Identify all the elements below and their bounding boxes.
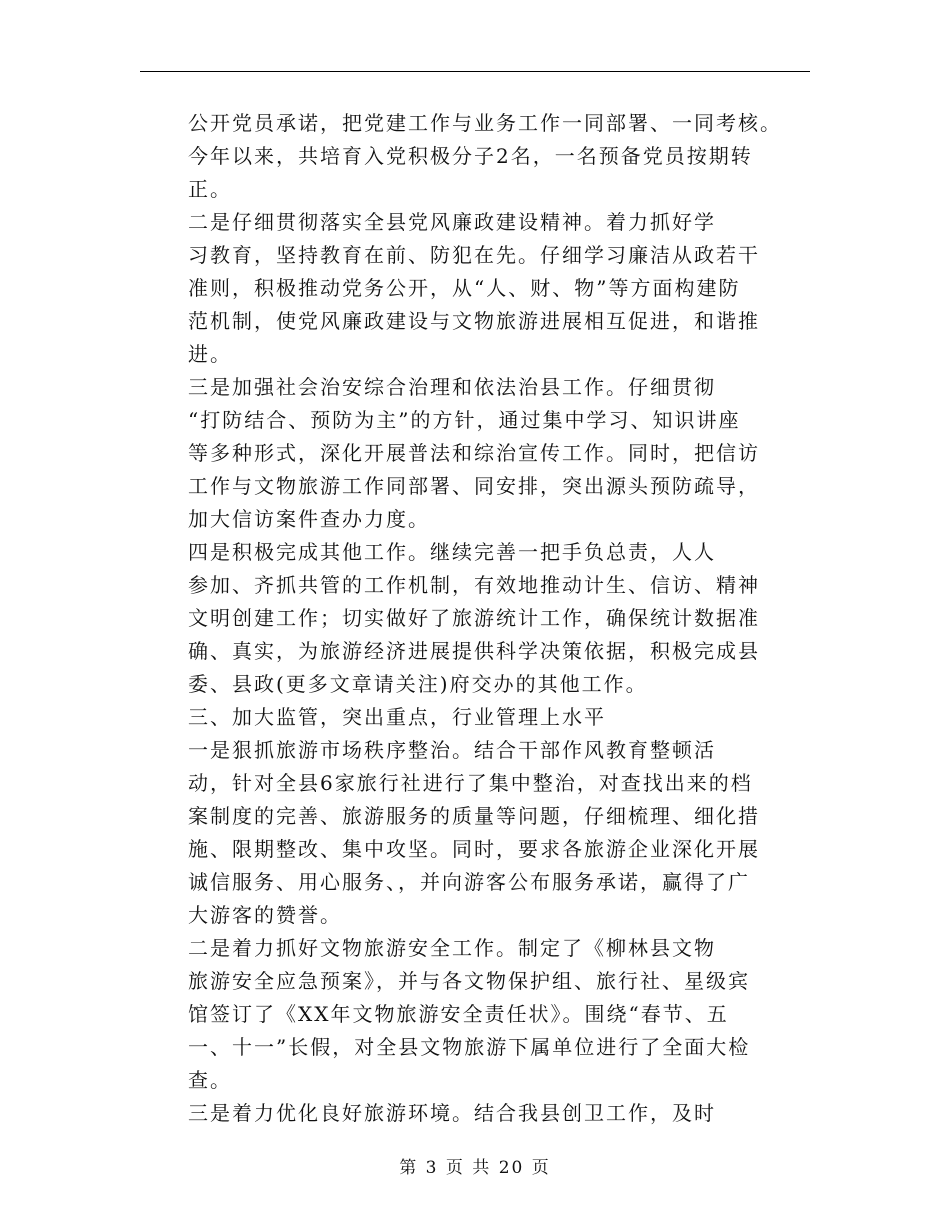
- text-line: 公开党员承诺，把党建工作与业务工作一同部署、一同考核。: [188, 111, 782, 135]
- text-line: 工作与文物旅游工作同部署、同安排，突出源头预防疏导，: [188, 474, 760, 498]
- text-line: 一、十一”长假，对全县文物旅游下属单位进行了全面大检: [188, 1035, 751, 1059]
- text-line: 四是积极完成其他工作。继续完善一把手负总责，人人: [188, 540, 716, 564]
- text-line: 三是着力优化良好旅游环境。结合我县创卫工作，及时: [188, 1101, 716, 1125]
- text-line: 正。: [188, 177, 232, 201]
- text-line: 今年以来，共培育入党积极分子2名，一名预备党员按期转: [188, 144, 753, 168]
- text-line: 委、县政(更多文章请关注)府交办的其他工作。: [188, 672, 648, 696]
- document-body: [188, 107, 788, 1130]
- text-line: 查。: [188, 1068, 232, 1092]
- text-line: 等多种形式，深化开展普法和综治宣传工作。同时，把信访: [188, 441, 760, 465]
- text-line: 案制度的完善、旅游服务的质量等问题，仔细梳理、细化措: [188, 804, 760, 828]
- text-line: 加大信访案件查办力度。: [188, 507, 430, 531]
- text-line: 确、真实，为旅游经济进展提供科学决策依据，积极完成县: [188, 639, 760, 663]
- text-line: 一是狠抓旅游市场秩序整治。结合干部作风教育整顿活: [188, 738, 716, 762]
- text-line: 旅游安全应急预案》，并与各文物保护组、旅行社、星级宾: [188, 969, 750, 993]
- text-line: 习教育，坚持教育在前、防犯在先。仔细学习廉洁从政若干: [188, 243, 760, 267]
- page-number-footer: 第 3 页 共 20 页: [399, 1158, 551, 1178]
- text-line: 三是加强社会治安综合治理和依法治县工作。仔细贯彻: [188, 375, 716, 399]
- text-line: 进。: [188, 342, 232, 366]
- text-line: 二是着力抓好文物旅游安全工作。制定了《柳林县文物: [188, 936, 716, 960]
- header-rule: [140, 71, 810, 72]
- text-line: 诚信服务、用心服务、，并向游客公布服务承诺，赢得了广: [188, 870, 750, 894]
- text-line: 准则，积极推动党务公开，从“人、财、物”等方面构建防: [188, 276, 741, 300]
- section-heading: 三、加大监管，突出重点，行业管理上水平: [188, 705, 606, 729]
- text-line: 范机制，使党风廉政建设与文物旅游进展相互促进，和谐推: [188, 309, 760, 333]
- text-line: 馆签订了《XX年文物旅游安全责任状》。围绕“春节、五: [188, 1002, 729, 1026]
- text-line: 施、限期整改、集中攻坚。同时，要求各旅游企业深化开展: [188, 837, 760, 861]
- text-line: 大游客的赞誉。: [188, 903, 342, 927]
- text-line: 二是仔细贯彻落实全县党风廉政建设精神。着力抓好学: [188, 210, 716, 234]
- text-line: 参加、齐抓共管的工作机制，有效地推动计生、信访、精神: [188, 573, 760, 597]
- text-line: “打防结合、预防为主”的方针，通过集中学习、知识讲座: [188, 408, 741, 432]
- text-line: 文明创建工作；切实做好了旅游统计工作，确保统计数据准: [188, 606, 760, 630]
- text-line: 动，针对全县6家旅行社进行了集中整治，对查找出来的档: [188, 771, 753, 795]
